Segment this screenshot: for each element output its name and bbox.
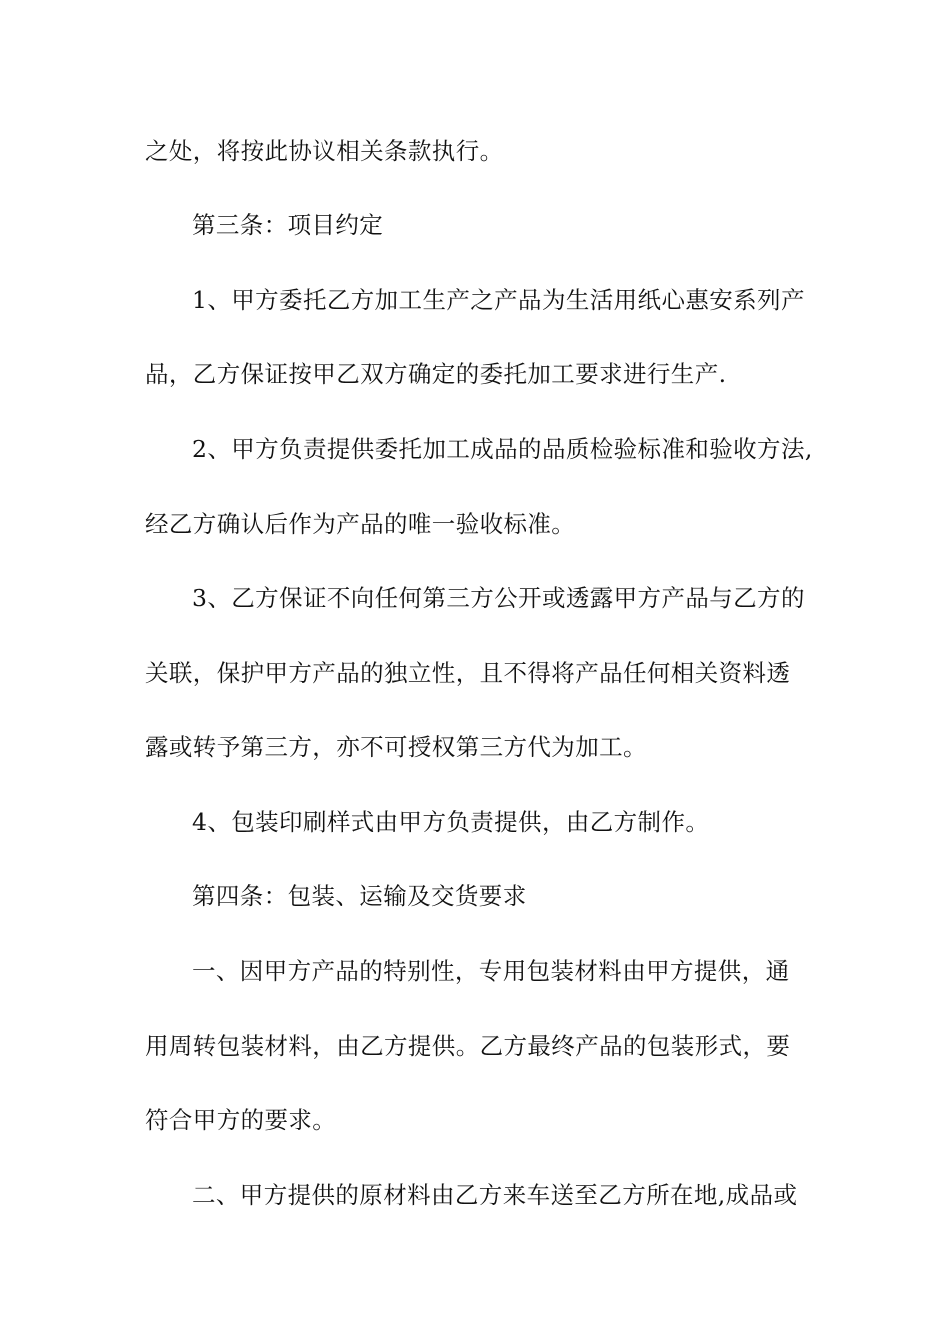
paragraph-line: 用周转包装材料，由乙方提供。乙方最终产品的包装形式，要 — [145, 1032, 791, 1060]
paragraph-line: 关联，保护甲方产品的独立性，且不得将产品任何相关资料透 — [145, 659, 791, 687]
paragraph-line: 二、甲方提供的原材料由乙方来车送至乙方所在地,成品或 — [192, 1181, 798, 1209]
paragraph-line: 4、包装印刷样式由甲方负责提供，由乙方制作。 — [192, 808, 710, 836]
paragraph-line: 经乙方确认后作为产品的唯一验收标准。 — [145, 510, 576, 538]
section-heading: 第三条：项目约定 — [192, 211, 384, 239]
paragraph-line: 之处，将按此协议相关条款执行。 — [145, 137, 504, 165]
paragraph-line: 1、甲方委托乙方加工生产之产品为生活用纸心惠安系列产 — [192, 286, 805, 314]
section-heading: 第四条：包装、运输及交货要求 — [192, 882, 527, 910]
paragraph-line: 符合甲方的要求。 — [145, 1106, 337, 1134]
paragraph-line: 品，乙方保证按甲乙双方确定的委托加工要求进行生产. — [145, 360, 727, 388]
paragraph-line: 一、因甲方产品的特别性，专用包装材料由甲方提供，通 — [192, 957, 790, 985]
paragraph-line: 3、乙方保证不向任何第三方公开或透露甲方产品与乙方的 — [192, 584, 805, 612]
paragraph-line: 露或转予第三方，亦不可授权第三方代为加工。 — [145, 733, 647, 761]
paragraph-line: 2、甲方负责提供委托加工成品的品质检验标准和验收方法, — [192, 435, 813, 463]
